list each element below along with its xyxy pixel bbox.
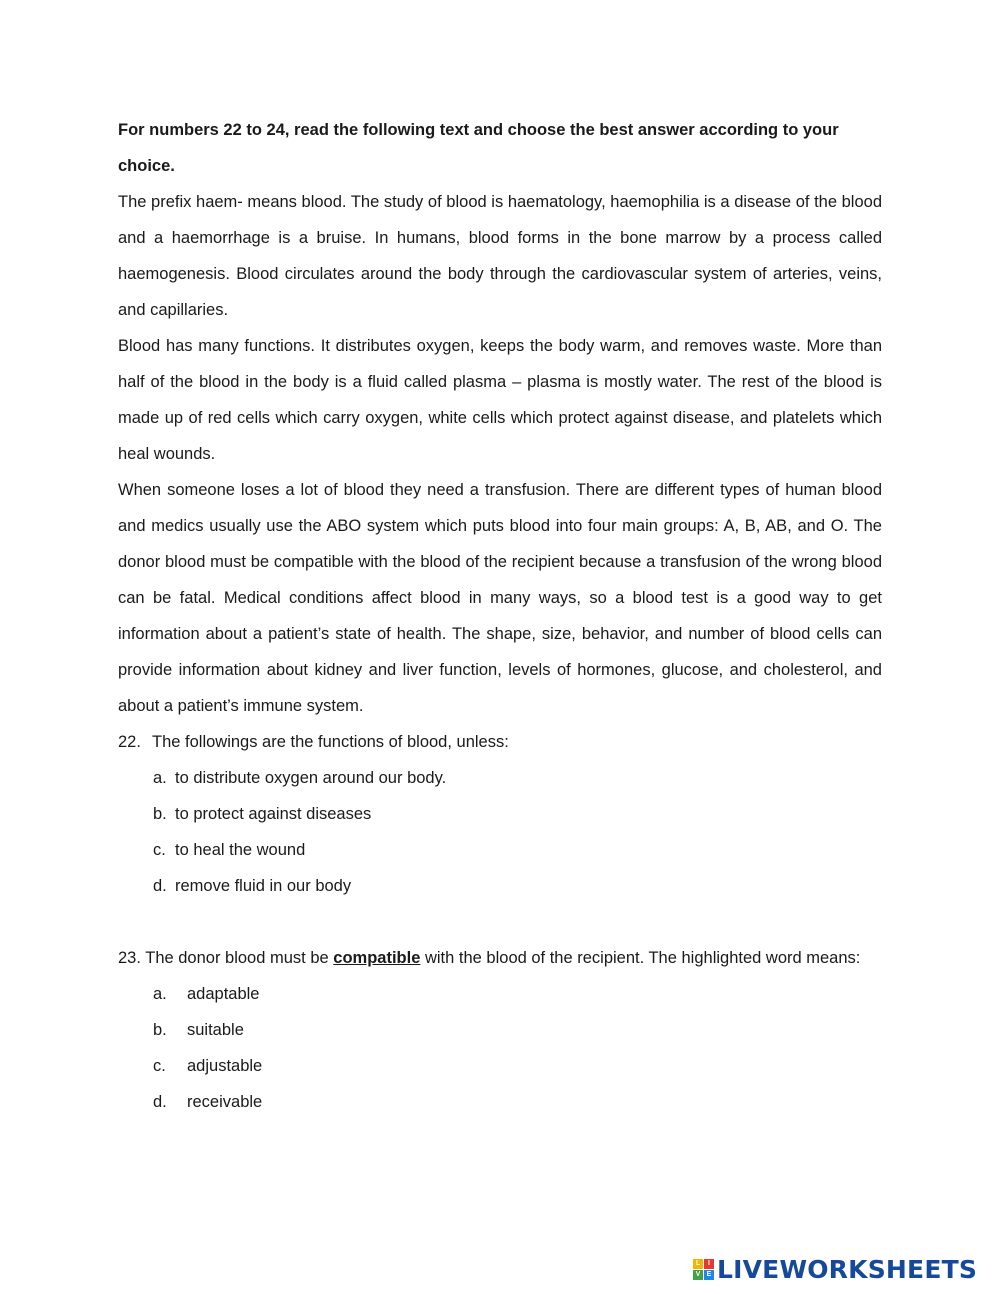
option-text: to distribute oxygen around our body. [175, 769, 447, 787]
question-22-option-b[interactable] [153, 796, 882, 832]
option-letter: d. [153, 877, 167, 895]
spacer [118, 904, 882, 940]
passage-paragraph-3: When someone loses a lot of blood they need a transfusion. There are different types of human blood and medics usually use the ABO system which puts blood into four main groups: A, B, AB, and O. The donor blood must be compatible with the blood of the recipient because a transfusion of the wrong blood can be fatal. Medical conditions affect blood in many ways, so a blood test is a good way to get information about a patient’s state of health. The shape, size, behavior, and number of blood cells can provide information about kidney and liver function, levels of hormones, glucose, and cholesterol, and about a patient’s immune system. [118, 481, 882, 715]
option-text: receivable [187, 1093, 263, 1111]
option-text: adjustable [187, 1057, 263, 1075]
option-text: suitable [187, 1021, 244, 1039]
question-22 [118, 724, 882, 760]
option-letter: c. [153, 841, 166, 859]
highlighted-word: compatible [333, 949, 421, 967]
option-text: to heal the wound [175, 841, 306, 859]
option-letter: a. [153, 985, 167, 1003]
passage-paragraph-2: Blood has many functions. It distributes oxygen, keeps the body warm, and removes waste. More than half of the blood in the body is a fluid called plasma – plasma is mostly water. The rest of the blood is made up of red cells which carry oxygen, white cells which protect against disease, and platelets which heal wounds. [118, 337, 882, 463]
option-letter: d. [153, 1093, 167, 1111]
question-22-options [118, 760, 882, 904]
question-23-option-c[interactable] [153, 1048, 882, 1084]
question-22-option-d[interactable] [153, 868, 882, 904]
question-22-number: 22. [118, 733, 141, 751]
question-23-text-after: with the blood of the recipient. The highlighted word means: [420, 949, 861, 967]
logo-mark-tile: E [704, 1270, 714, 1280]
worksheet-page [118, 112, 882, 1120]
logo-text: LIVEWORKSHEETS [717, 1254, 978, 1284]
question-23-option-b[interactable] [153, 1012, 882, 1048]
liveworksheets-logo [693, 1254, 977, 1284]
option-text: adaptable [187, 985, 260, 1003]
instruction-text: For numbers 22 to 24, read the following text and choose the best answer according to your choice. [118, 121, 839, 175]
option-letter: a. [153, 769, 167, 787]
question-23-number: 23. [118, 949, 141, 967]
option-text: remove fluid in our body [175, 877, 352, 895]
option-letter: b. [153, 805, 167, 823]
question-23-options [118, 976, 882, 1120]
logo-mark-icon [693, 1259, 714, 1280]
question-23-option-a[interactable] [153, 976, 882, 1012]
question-23-option-d[interactable] [153, 1084, 882, 1120]
logo-mark-tile: I [704, 1259, 714, 1269]
option-text: to protect against diseases [175, 805, 372, 823]
option-letter: c. [153, 1057, 166, 1075]
logo-mark-tile: L [693, 1259, 703, 1269]
logo-mark-tile: V [693, 1270, 703, 1280]
question-22-option-c[interactable] [153, 832, 882, 868]
question-22-text: The followings are the functions of blood, unless: [152, 733, 509, 751]
question-22-option-a[interactable] [153, 760, 882, 796]
question-23 [118, 940, 882, 976]
option-letter: b. [153, 1021, 167, 1039]
passage-paragraph-1: The prefix haem- means blood. The study of blood is haematology, haemophilia is a disease of the blood and a haemorrhage is a bruise. In humans, blood forms in the bone marrow by a process called haemogenesis. Blood circulates around the body through the cardiovascular system of arteries, veins, and capillaries. [118, 193, 882, 319]
question-23-text-before: The donor blood must be [145, 949, 334, 967]
